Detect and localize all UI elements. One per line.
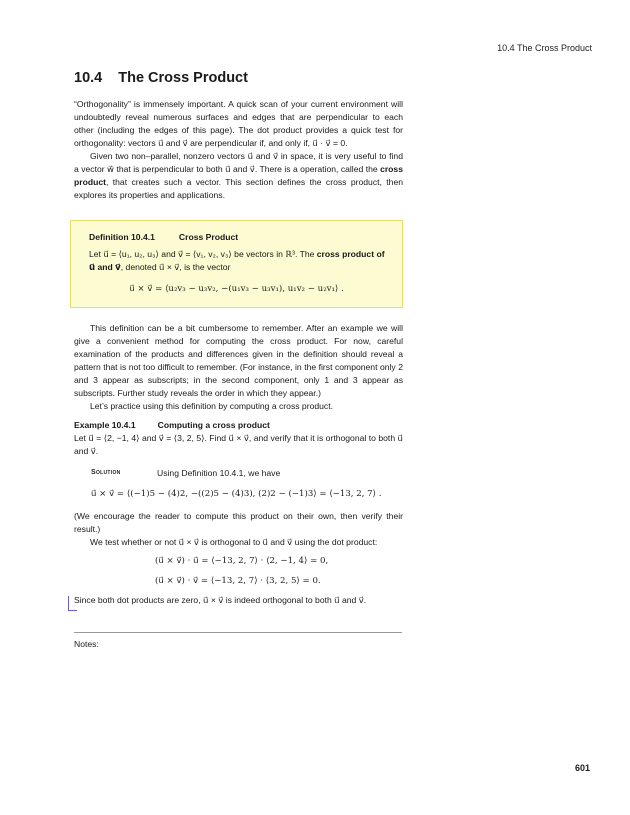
definition-heading <box>89 232 238 242</box>
section-number: 10.4 <box>74 70 103 86</box>
definition-bold-term: cross product of u⃗ and v⃗ <box>89 249 385 272</box>
dot-product-v: (u⃗ × v⃗) · v⃗ = ⟨−13, 2, 7⟩ · ⟨3, 2, 5⟩ = 0. <box>155 576 321 586</box>
after-definition-text <box>74 322 403 413</box>
running-header: 10.4 The Cross Product <box>497 43 592 53</box>
example-heading <box>74 420 270 430</box>
example-discussion <box>74 510 403 549</box>
cross-product-term: cross product <box>74 164 403 187</box>
dot-product-u: (u⃗ × v⃗) · u⃗ = ⟨−13, 2, 7⟩ · ⟨2, −1, 4⟩ = 0, <box>155 556 329 566</box>
verify-note: (We encourage the reader to compute this product on their own, then verify their result.) <box>74 511 403 534</box>
solution-label: Solution <box>91 469 121 476</box>
definition-box <box>70 220 403 308</box>
intro-text <box>74 98 403 202</box>
cross-product-computation: u⃗ × v⃗ = ⟨(−1)5 − (4)2, −((2)5 − (4)3), (2)2 − (−1)3⟩ = ⟨−13, 2, 7⟩ . <box>91 489 382 499</box>
section-name: The Cross Product <box>118 70 248 86</box>
dot-product-test-line: We test whether or not u⃗ × v⃗ is orthogonal to u⃗ and v⃗ using the dot product: <box>90 537 378 547</box>
definition-label: Definition 10.4.1 <box>89 232 155 242</box>
intro-paragraph-1: “Orthogonality” is immensely important. A quick scan of your current environment will undoubtedly reveal numerous surfaces and edges that are perpendicular to each other (including the edges of this page). The dot product provides a quick test for orthogonality: vectors u⃗ and v⃗ are perpendicular if, and only if, u⃗ · v⃗ = 0. <box>74 99 403 148</box>
cross-product-formula: u⃗ × v⃗ = ⟨u₂v₃ − u₃v₂, −(u₁v₃ − u₃v₁), u₁v₂ − u₂v₁⟩ . <box>129 284 344 294</box>
after-definition-paragraph-2: Let’s practice using this definition by computing a cross product. <box>90 401 333 411</box>
notes-divider <box>74 632 402 633</box>
conclusion-line: Since both dot products are zero, u⃗ × v⃗ is indeed orthogonal to both u⃗ and v⃗. <box>74 595 367 605</box>
example-title: Computing a cross product <box>157 420 270 430</box>
definition-body: Let u⃗ = ⟨u₁, u₂, u₃⟩ and v⃗ = ⟨v₁, v₂, v₃⟩ be vectors in ℝ³. The cross product of u⃗ and v⃗, denoted u⃗ × v⃗, is the vector <box>89 249 385 272</box>
definition-title: Cross Product <box>178 232 239 242</box>
solution-intro: Using Definition 10.4.1, we have <box>157 468 281 478</box>
after-definition-paragraph-1: This definition can be a bit cumbersome to remember. After an example we will give a convenient method for computing the cross product. For now, careful examination of the products and differences given in the definition should reveal a pattern that is not too difficult to remember. (For instance, in the first component only 2 and 3 appear as subscripts; in the second component, only 1 and 3 appear as subscripts. Further study reveals the order in which they appear.) <box>74 323 403 398</box>
page-number: 601 <box>574 763 590 773</box>
notes-label: Notes: <box>74 639 99 649</box>
example-statement: Let u⃗ = ⟨2, −1, 4⟩ and v⃗ = ⟨3, 2, 5⟩. Find u⃗ × v⃗, and verify that it is orthogonal to both u⃗ and v⃗. <box>74 433 403 456</box>
intro-paragraph-2: Given two non–parallel, nonzero vectors u⃗ and v⃗ in space, it is very useful to find a vector w⃗ that is perpendicular to both u⃗ and v⃗. There is a operation, called the cross product, that creates such a vector. This section defines the cross product, then explores its properties and applications. <box>74 151 403 200</box>
example-label: Example 10.4.1 <box>74 420 136 430</box>
section-title <box>74 70 248 86</box>
